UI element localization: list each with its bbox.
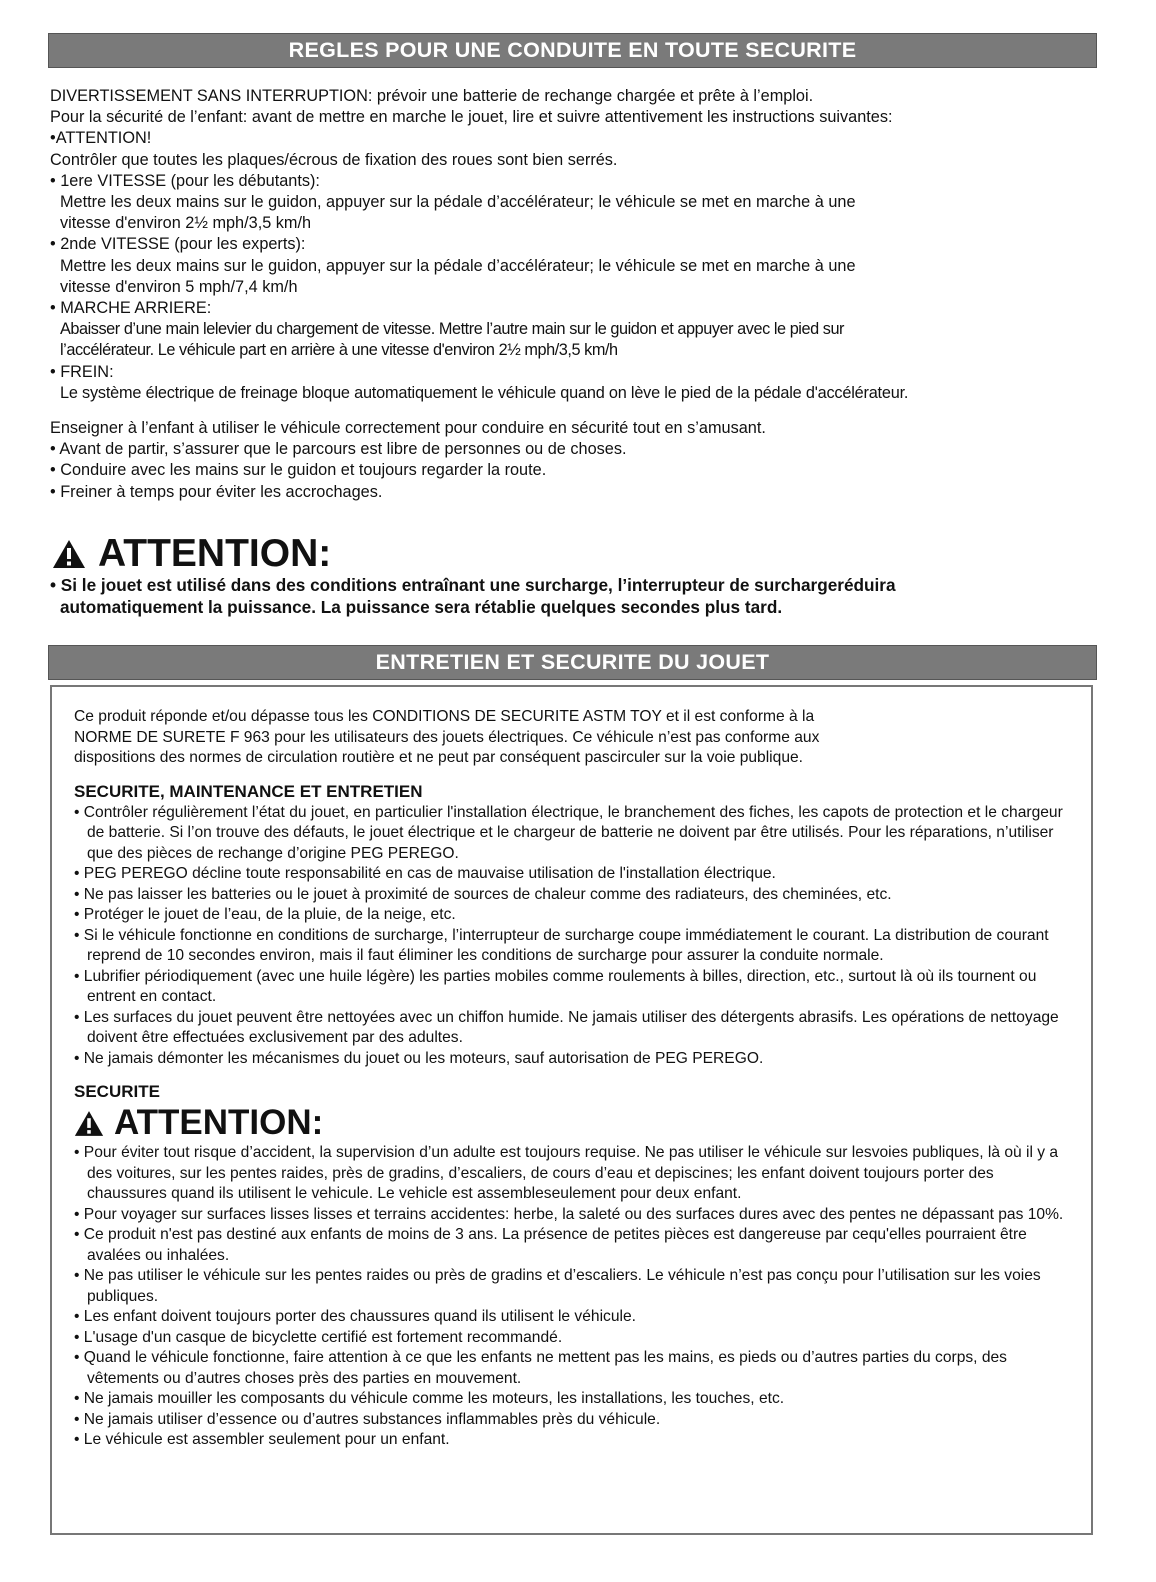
rule-line: Pour la sécurité de l’enfant: avant de mettre en marche le jouet, lire et suivre attentivement les instructions suivantes: [50, 108, 893, 127]
teach-line: Enseigner à l’enfant à utiliser le véhicule correctement pour conduire en sécurité tout en s’amusant. [50, 419, 766, 438]
safety-item: • Quand le véhicule fonctionne, faire attention à ce que les enfants ne mettent pas les mains, es pieds ou d’autres parties du corps, des vêtements ou d’autres choses près des parties en mouvement. [74, 1349, 1007, 1387]
teach-line: • Conduire avec les mains sur le guidon et toujours regarder la route. [50, 461, 547, 480]
rule-line: • FREIN: [50, 362, 114, 381]
intro-line: Ce produit réponde et/ou dépasse tous les CONDITIONS DE SECURITE ASTM TOY et il est conforme à la [74, 708, 815, 725]
teach-line: • Avant de partir, s’assurer que le parcours est libre de personnes ou de choses. [50, 440, 627, 459]
maintenance-item: • Lubrifier périodiquement (avec une huile légère) les parties mobiles comme roulements à billes, direction, etc., surtout là où ils tournent ou entrent en contact. [74, 967, 1037, 1005]
safety-item: • Ne jamais utiliser d’essence ou d’autres substances inflammables près du véhicule. [74, 1410, 661, 1428]
warning-triangle-icon [74, 1110, 104, 1137]
attention-line: automatiquement la puissance. La puissance sera rétablie quelques secondes plus tard. [60, 596, 783, 617]
maintenance-box [50, 685, 1093, 1535]
safety-item: • Ne jamais mouiller les composants du véhicule comme les moteurs, les installations, les touches, etc. [74, 1390, 785, 1407]
safety-attention-title: ATTENTION: [114, 1103, 324, 1142]
attention-text [50, 575, 1100, 618]
intro-line: NORME DE SURETE F 963 pour les utilisateurs des jouets électriques. Ce véhicule n’est pas conforme aux [74, 728, 820, 746]
warning-triangle-icon [52, 539, 86, 569]
rule-line: •ATTENTION! [50, 129, 152, 148]
rule-line: vitesse d'environ 5 mph/7,4 km/h [60, 277, 298, 296]
safety-attention-heading [74, 1103, 1074, 1143]
maintenance-item: • Les surfaces du jouet peuvent être nettoyées avec un chiffon humide. Ne jamais utiliser des détergents abrasifs. Les opérations de nettoyage doivent être effectuées exclusivement par des adultes. [74, 1008, 1059, 1046]
maintenance-item: • Ne pas laisser les batteries ou le jouet à proximité de sources de chaleur comme des radiateurs, des cheminées, etc. [74, 885, 892, 903]
rule-line: • 1ere VITESSE (pour les débutants): [50, 171, 320, 190]
rule-line: Contrôler que toutes les plaques/écrous de fixation des roues sont bien serrés. [50, 150, 618, 169]
section-banner-maintenance: ENTRETIEN ET SECURITE DU JOUET [48, 645, 1097, 680]
safety-item: • Les enfant doivent toujours porter des chaussures quand ils utilisent le véhicule. [74, 1308, 636, 1325]
driving-rules-section [50, 86, 1110, 503]
rule-line: • 2nde VITESSE (pour les experts): [50, 235, 306, 254]
maintenance-heading: SECURITE, MAINTENANCE ET ENTRETIEN [74, 781, 423, 801]
rule-line: Le système électrique de freinage bloque automatiquement le véhicule quand on lève le pied de la pédale d'accélérateur. [60, 383, 909, 402]
safety-item: • Pour voyager sur surfaces lisses lisses et terrains accidentes: herbe, la saleté ou des surfaces dures avec des pentes ne dépassant pas 10%. [74, 1205, 1064, 1223]
safety-item: • L'usage d'un casque de bicyclette certifié est fortement recommandé. [74, 1328, 563, 1346]
attention-heading [52, 532, 331, 576]
rule-line: l’accélérateur. Le véhicule part en arrière à une vitesse d'environ 2½ mph/3,5 km/h [60, 341, 618, 360]
rule-line: vitesse d'environ 2½ mph/3,5 km/h [60, 214, 312, 233]
safety-item: • Pour éviter tout risque d’accident, la supervision d’un adulte est toujours requise. Ne pas utiliser le véhicule sur lesvoies publiques, là où il y a des voitures, sur les pentes raides, près de gradins, d’escaliers, de cours d’eau et depiscines; les enfant doivent toujours porter des chaussures quand ils utilisent le vehicule. Le vehicle est assembleseulement pour deux enfant. [74, 1144, 1059, 1202]
attention-title: ATTENTION: [98, 532, 332, 575]
safety-item: • Ne pas utiliser le véhicule sur les pentes raides ou près de gradins et d’escaliers. Le véhicule n’est pas conçu pour l’utilisation sur les voies publiques. [74, 1267, 1041, 1305]
attention-line: • Si le jouet est utilisé dans des conditions entraînant une surcharge, l’interrupteur de surchargeréduira [50, 575, 896, 595]
rule-line: DIVERTISSEMENT SANS INTERRUPTION: prévoir une batterie de rechange chargée et prête à l’emploi. [50, 87, 814, 105]
maintenance-item: • Protéger le jouet de l’eau, de la pluie, de la neige, etc. [74, 906, 456, 923]
rule-line: Mettre les deux mains sur le guidon, appuyer sur la pédale d’accélérateur; le véhicule se met en marche à une [60, 193, 856, 212]
maintenance-item: • Contrôler régulièrement l’état du jouet, en particulier l'installation électrique, le branchement des fiches, les capots de protection et le chargeur de batterie. Si l’on trouve des défauts, le jouet électrique et le chargeur de batterie ne doivent par être utilisés. Pour les réparations, n’utiliser que des pièces de rechange d’origine PEG PEREGO. [74, 803, 1063, 862]
maintenance-item: • PEG PEREGO décline toute responsabilité en cas de mauvaise utilisation de l'installation électrique. [74, 865, 776, 882]
safety-item: • Le véhicule est assembler seulement pour un enfant. [74, 1431, 450, 1448]
teach-line: • Freiner à temps pour éviter les accrochages. [50, 482, 383, 501]
rule-line: Mettre les deux mains sur le guidon, appuyer sur la pédale d’accélérateur; le véhicule se met en marche à une [60, 256, 856, 275]
intro-line: dispositions des normes de circulation routière et ne peut par conséquent pascirculer sur la voie publique. [74, 749, 803, 766]
maintenance-item: • Si le véhicule fonctionne en conditions de surcharge, l’interrupteur de surcharge coupe immédiatement le courant. La distribution de courant reprend de 10 secondes environ, mais il faut éliminer les conditions de surcharge pour assurer la conduite normale. [74, 926, 1049, 964]
maintenance-item: • Ne jamais démonter les mécanismes du jouet ou les moteurs, sauf autorisation de PEG PEREGO. [74, 1049, 764, 1067]
safety-item: • Ce produit n'est pas destiné aux enfants de moins de 3 ans. La présence de petites pièces est dangereuse par cequ'elles pourraient être avalées ou inhalées. [74, 1226, 1027, 1264]
safety-heading: SECURITE [74, 1082, 160, 1101]
rule-line: • MARCHE ARRIERE: [50, 299, 212, 318]
section-banner-driving-rules: REGLES POUR UNE CONDUITE EN TOUTE SECURITE [48, 33, 1097, 68]
rule-line: Abaisser d’une main lelevier du chargement de vitesse. Mettre l’autre main sur le guidon et appuyer avec le pied sur [60, 320, 845, 339]
